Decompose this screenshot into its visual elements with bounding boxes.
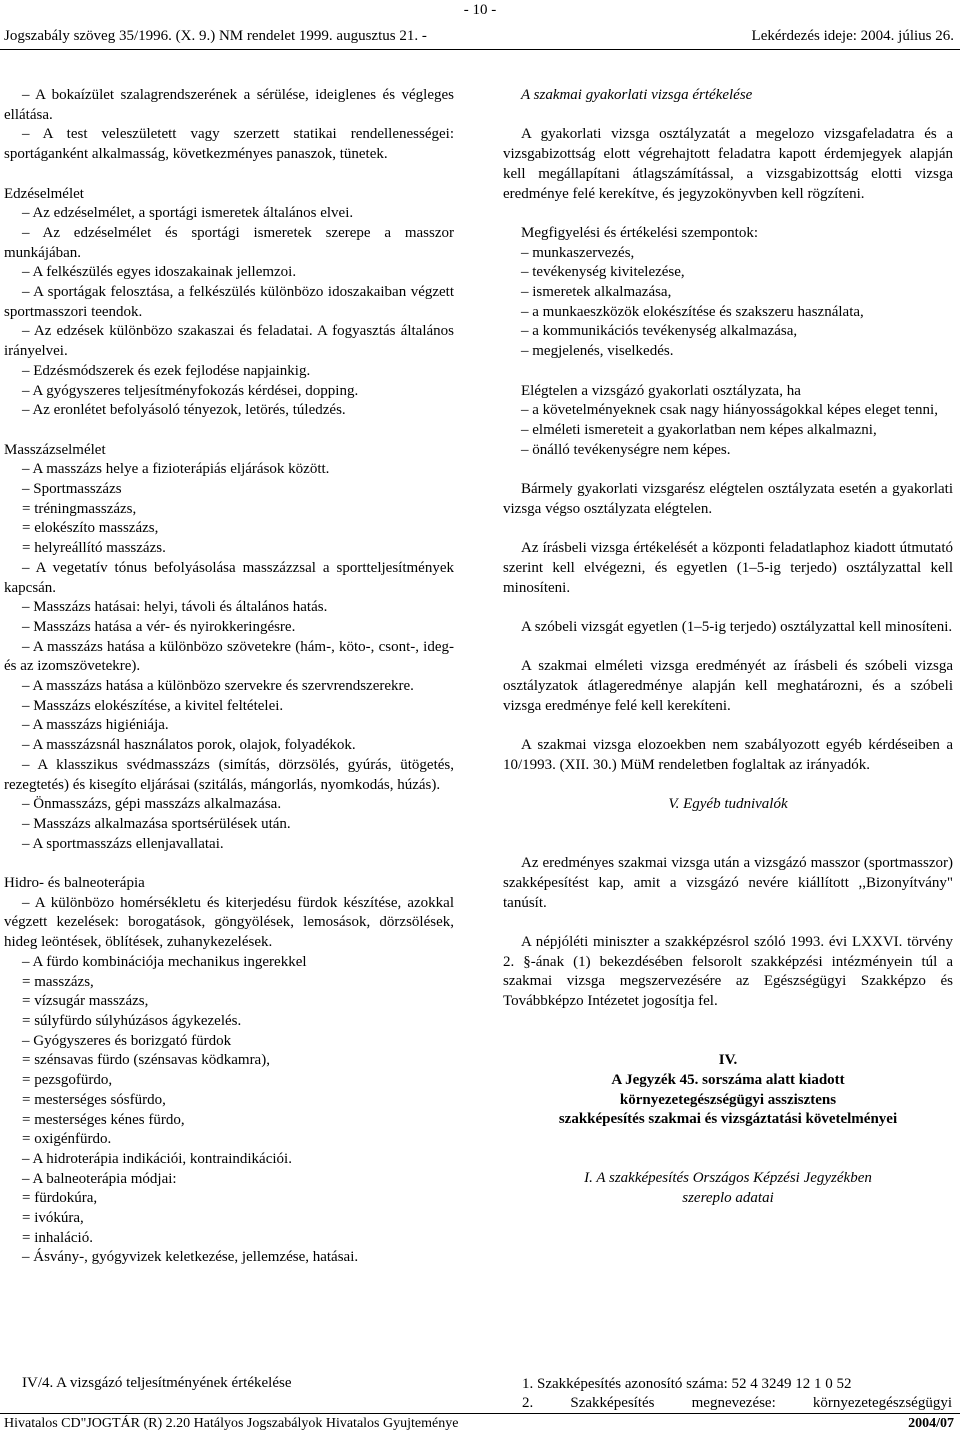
dash-list-item: – Az eronlétet befolyásoló tényezok, letörés, túledzés. <box>22 402 346 419</box>
sub-list-item: = mesterséges kénes fürdo, <box>22 1111 185 1128</box>
sub-list-item-text: szénsavas fürdo (szénsavas ködkamra), <box>34 1052 270 1069</box>
sub-list-item: = szénsavas fürdo (szénsavas ködkamra), <box>22 1052 270 1069</box>
sub-list-item: = tréningmasszázs, <box>22 500 137 517</box>
list-item-text: Az edzések különbözo szakaszai és feladatai. A fogyasztás általános irányelvei. <box>4 323 454 360</box>
section-label-text: Hidro- és balneoterápia <box>4 875 145 892</box>
dash-list-item: – A sportágak felosztása, a felkészülés különbözo idoszakaiban végzett sportmasszori teendok. <box>4 284 454 320</box>
sub-list-item: = pezsgofürdo, <box>22 1072 113 1089</box>
paragraph-text: A gyakorlati vizsga osztályzatát a megelozo vizsgafeladatra és a vizsgabizottság elott végrehajtott feladatra kapott érdemjegyek alapján kell megállapítani átlagszámítással, a vizsgabizottság elotti vizsga eredménye felé kerekítve, és jegyzokönyvben kell rögzíteni. <box>503 126 953 202</box>
sub-list-item: = helyreállító masszázs. <box>22 540 166 557</box>
qualification-data <box>522 1375 952 1413</box>
section-label-text: Masszázselmélet <box>4 441 106 458</box>
paragraph <box>503 125 953 204</box>
centered-bold-heading-text: szakképesítés szakmai és vizsgáztatási követelményei <box>558 1111 898 1128</box>
list-item-text: Ásvány-, gyógyvizek keletkezése, jellemzése, hatásai. <box>33 1249 359 1266</box>
dash-list-item: – A fürdo kombinációja mechanikus ingerekkel <box>22 953 307 970</box>
dash-list-item: – A vegetatív tónus befolyásolása masszázzsal a sportteljesítmények kapcsán. <box>4 559 454 596</box>
header-rule <box>0 49 960 50</box>
sub-list-item-text: elokészíto masszázs, <box>34 520 159 537</box>
sub-list-item-text: tréningmasszázs, <box>34 500 137 517</box>
spacer <box>503 835 953 855</box>
centered-bold-heading-text: A Jegyzék 45. sorszáma alatt kiadott <box>611 1071 845 1088</box>
centered-italic-heading-text: V. Egyéb tudnivalók <box>668 796 788 813</box>
sub-list-item: = mesterséges sósfürdo, <box>22 1091 166 1108</box>
dash-list-item: – ismeretek alkalmazása, <box>521 284 672 300</box>
dash-list-item: – Gyógyszeres és borizgató fürdok <box>22 1032 232 1049</box>
list-item-text: A gyógyszeres teljesítményfokozás kérdései, dopping. <box>32 382 359 399</box>
paragraph <box>503 657 953 716</box>
section-label <box>4 185 454 205</box>
centered-italic-heading-text: szereplo adatai <box>682 1190 774 1207</box>
spacer <box>503 204 953 224</box>
dash-list-item: – A hidroterápia indikációi, kontraindikációi. <box>22 1150 292 1167</box>
list-item-text: A sportágak felosztása, a felkészülés különbözo idoszakaiban végzett sportmasszori teendok. <box>4 284 454 320</box>
dash-list-item: – Masszázs hatása a vér- és nyirokkeringésre. <box>22 618 296 635</box>
paragraph-text: Elégtelen a vizsgázó gyakorlati osztályzata, ha <box>521 382 801 399</box>
dash-list-item: – A masszázs hatása a különbözo szövetekre (hám-, köto-, csont-, ideg- és az izomszövetekre). <box>4 638 454 675</box>
dash-list-item: – A sportmasszázs ellenjavallatai. <box>22 835 224 852</box>
spacer <box>503 913 953 933</box>
dash-list-item: – Masszázs hatásai: helyi, távoli és általános hatás. <box>22 599 328 616</box>
list-item-text: A sportmasszázs ellenjavallatai. <box>32 835 224 852</box>
dash-list-item: – Önmasszázs, gépi masszázs alkalmazása. <box>22 796 282 813</box>
section-label <box>4 874 454 894</box>
list-item-text: A hidroterápia indikációi, kontraindikációi. <box>32 1150 292 1167</box>
centered-bold-heading-text: környezetegészségügyi asszisztens <box>619 1091 837 1108</box>
dash-list-item: – Az edzések különbözo szakaszai és feladatai. A fogyasztás általános irányelvei. <box>4 323 454 360</box>
list-item-text: A felkészülés egyes idoszakainak jellemzoi. <box>32 264 297 281</box>
dash-list-item: – A masszázsnál használatos porok, olajok, folyadékok. <box>22 737 356 754</box>
spacer <box>4 165 454 185</box>
list-item-text: Masszázs hatása a vér- és nyirokkeringésre. <box>33 618 296 635</box>
dash-list-item: – Ásvány-, gyógyvizek keletkezése, jellemzése, hatásai. <box>22 1249 359 1266</box>
centered-italic-heading <box>503 1189 953 1209</box>
dash-list-item: – önálló tevékenységre nem képes. <box>521 441 731 458</box>
list-item-text: A masszázs hatása a különbözo szövetekre (hám-, köto-, csont-, ideg- és az izomszövetekre). <box>4 638 454 675</box>
paragraph <box>503 736 953 775</box>
spacer <box>503 638 953 658</box>
sub-list-item: = inhaláció. <box>22 1229 93 1246</box>
dash-list-item: – tevékenység kivitelezése, <box>521 264 685 281</box>
italic-heading-text: A szakmai gyakorlati vizsga értékelése <box>521 87 753 103</box>
paragraph-text: A szóbeli vizsgát egyetlen (1–5-ig terjedo) osztályzattal kell minosíteni. <box>521 618 953 635</box>
list-item-text: önálló tevékenységre nem képes. <box>532 441 731 458</box>
dash-list-item: – A masszázs hatása a különbözo szervekre és szervrendszerekre. <box>22 678 414 695</box>
qualification-id: 1. Szakképesítés azonosító száma: 52 4 3249 12 1 0 52 <box>522 1376 852 1392</box>
dash-list-item: – munkaszervezés, <box>521 244 635 261</box>
list-item-text: A masszázs higiéniája. <box>32 717 169 734</box>
dash-list-item: – A masszázs higiéniája. <box>22 717 169 734</box>
paragraph-text: Az írásbeli vizsga értékelését a központi feladatlaphoz kiadott útmutató szerint kell elvégezni, és egyetlen (1–5-ig terjedo) osztályzattal kell minosíteni. <box>503 540 953 596</box>
left-column <box>4 86 454 1268</box>
spacer <box>503 1150 953 1170</box>
section-label <box>4 441 454 461</box>
dash-list-item: – megjelenés, viselkedés. <box>521 343 674 360</box>
paragraph-text: Megfigyelési és értékelési szempontok: <box>521 224 759 241</box>
spacer <box>503 1032 953 1052</box>
spacer <box>503 1130 953 1150</box>
qualification-name: 2. Szakképesítés megnevezése: környezetegészségügyi <box>522 1395 952 1411</box>
centered-italic-heading <box>503 795 953 815</box>
dash-list-item: – elméleti ismereteit a gyakorlatban nem képes alkalmazni, <box>521 421 877 438</box>
sub-list-item-text: helyreállító masszázs. <box>34 540 166 557</box>
centered-bold-heading <box>503 1071 953 1091</box>
paragraph-text: Bármely gyakorlati vizsgarész elégtelen osztályzata esetén a gyakorlati vizsga végso osztályzata elégtelen. <box>503 481 953 517</box>
sub-list-item: = oxigénfürdo. <box>22 1131 112 1148</box>
sub-list-item: = fürdokúra, <box>22 1190 98 1207</box>
section-heading-iv4: IV/4. A vizsgázó teljesítményének értékelése <box>22 1375 292 1391</box>
dash-list-item: – A gyógyszeres teljesítményfokozás kérdései, dopping. <box>22 382 359 399</box>
dash-list-item: – Masszázs elokészítése, a kivitel feltételei. <box>22 697 284 714</box>
paragraph <box>503 224 953 244</box>
header-right: Lekérdezés ideje: 2004. július 26. <box>751 28 954 44</box>
dash-list-item: – A felkészülés egyes idoszakainak jellemzoi. <box>22 264 297 281</box>
sub-list-item-text: vízsugár masszázs, <box>34 993 149 1010</box>
footer-rule <box>0 1413 960 1414</box>
sub-list-item-text: fürdokúra, <box>34 1190 98 1207</box>
footer-edition: 2004/07 <box>908 1416 954 1431</box>
paragraph-text: A szakmai vizsga elozoekben nem szabályozott egyéb kérdéseiben a 10/1993. (XII. 30.) MüM rendeletben foglaltak az irányadók. <box>503 737 953 773</box>
list-item-text: Az edzéselmélet, a sportági ismeretek általános elvei. <box>32 205 354 222</box>
list-item-text: Sportmasszázs <box>33 481 122 498</box>
sub-list-item-text: mesterséges sósfürdo, <box>34 1091 166 1108</box>
paragraph-text: A szakmai elméleti vizsga eredményét az írásbeli és szóbeli vizsga osztályzatok átlageredménye alapján kell meghatározni, és a szóbeli vizsga eredménye felé kell kerekíteni. <box>503 658 953 714</box>
list-item-text: Edzésmódszerek és ezek fejlodése napjainkig. <box>33 362 311 379</box>
spacer <box>503 106 953 126</box>
spacer <box>503 815 953 835</box>
sub-list-item-text: inhaláció. <box>34 1229 93 1246</box>
dash-list-item: – Az edzéselmélet, a sportági ismeretek általános elvei. <box>22 205 354 222</box>
italic-heading <box>503 86 953 106</box>
paragraph <box>503 539 953 598</box>
dash-list-item: – Sportmasszázs <box>22 481 122 498</box>
list-item-text: Masszázs alkalmazása sportsérülések után. <box>33 815 291 832</box>
sub-list-item: = masszázs, <box>22 973 94 990</box>
list-item-text: munkaszervezés, <box>532 244 635 261</box>
spacer <box>503 1012 953 1032</box>
page-number: - 10 - <box>463 2 497 18</box>
list-item-text: a munkaeszközök elokészítése és szakszeru használata, <box>532 303 864 320</box>
list-item-text: A masszázsnál használatos porok, olajok, folyadékok. <box>32 737 356 754</box>
dash-list-item: – Edzésmódszerek és ezek fejlodése napjainkig. <box>22 362 311 379</box>
paragraph <box>503 933 953 1012</box>
section-label-text: Edzéselmélet <box>4 185 84 202</box>
list-item-text: A masszázs hatása a különbözo szervekre és szervrendszerekre. <box>32 678 414 695</box>
paragraph <box>503 382 953 402</box>
dash-list-item: – a munkaeszközök elokészítése és szakszeru használata, <box>521 303 864 320</box>
sub-list-item-text: mesterséges kénes fürdo, <box>34 1111 185 1128</box>
list-item-text: A vegetatív tónus befolyásolása masszázzsal a sportteljesítmények kapcsán. <box>4 559 454 596</box>
footer-source: Hivatalos CD"JOGTÁR (R) 2.20 Hatályos Jogszabályok Hivatalos Gyujteménye <box>4 1416 459 1431</box>
dash-list-item: – Masszázs alkalmazása sportsérülések után. <box>22 815 291 832</box>
dash-list-item: – Az edzéselmélet és sportági ismeretek szerepe a masszor munkájában. <box>4 224 454 261</box>
list-item-text: A bokaízület szalagrendszerének a sérülése, ideiglenes és végleges ellátása. <box>4 87 454 123</box>
dash-list-item: – A masszázs helye a fizioterápiás eljárások között. <box>22 461 330 478</box>
list-item-text: Az edzéselmélet és sportági ismeretek szerepe a masszor munkájában. <box>4 224 454 261</box>
dash-list-item: – A balneoterápia módjai: <box>22 1170 177 1187</box>
paragraph <box>503 618 953 638</box>
paragraph-text: Az eredményes szakmai vizsga után a vizsgázó masszor (sportmasszor) szakképesítést kap, amit a vizsgázó nevére kiállított ,,Bizonyítvány" tanúsít. <box>503 855 953 911</box>
spacer <box>503 775 953 795</box>
running-header <box>4 28 954 45</box>
list-item-text: A fürdo kombinációja mechanikus ingerekkel <box>32 953 307 970</box>
spacer <box>4 854 454 874</box>
list-item-text: A különbözo homérsékletu és kiterjedésu fürdok készítése, azokkal végzett kezelések: borogatások, göngyölések, lemosások, dörzsölések, hideg leöntések, öblítések, zuhanykezelések. <box>4 894 454 951</box>
dash-list-item: – A különbözo homérsékletu és kiterjedésu fürdok készítése, azokkal végzett kezelések: borogatások, göngyölések, lemosások, dörzsölések, hideg leöntések, öblítések, zuhanykezelések. <box>4 894 454 951</box>
list-item-text: elméleti ismereteit a gyakorlatban nem képes alkalmazni, <box>532 421 877 438</box>
sub-list-item: = elokészíto masszázs, <box>22 520 159 537</box>
list-item-text: A klasszikus svédmasszázs (simítás, dörzsölés, gyúrás, ütögetés, rezegtetés) és kisegíto eljárásai (szitálás, mángorlás, nyomkodás, húzás). <box>4 756 454 793</box>
centered-bold-heading <box>503 1091 953 1111</box>
list-item-text: megjelenés, viselkedés. <box>532 343 674 360</box>
header-left: Jogszabály szöveg 35/1996. (X. 9.) NM rendelet 1999. augusztus 21. - <box>4 28 427 44</box>
sub-list-item-text: súlyfürdo súlyhúzásos ágykezelés. <box>34 1013 242 1029</box>
centered-bold-heading <box>503 1051 953 1071</box>
centered-bold-heading <box>503 1110 953 1130</box>
spacer <box>503 519 953 539</box>
list-item-text: A balneoterápia módjai: <box>32 1170 177 1187</box>
list-item-text: Az eronlétet befolyásoló tényezok, letörés, túledzés. <box>32 402 346 419</box>
sub-list-item: = ivókúra, <box>22 1210 84 1227</box>
dash-list-item: – A test veleszületett vagy szerzett statikai rendellenességei: sportáganként alkalmasság, következményes panaszok, tünetek. <box>4 126 454 163</box>
sub-list-item: = súlyfürdo súlyhúzásos ágykezelés. <box>22 1013 242 1029</box>
dash-list-item: – a kommunikációs tevékenység alkalmazása, <box>521 323 798 340</box>
right-column <box>503 86 953 1209</box>
dash-list-item: – a követelményeknek csak nagy hiányosságokkal képes eleget tenni, <box>521 402 938 419</box>
dash-list-item: – A bokaízület szalagrendszerének a sérülése, ideiglenes és végleges ellátása. <box>4 87 454 123</box>
spacer <box>4 421 454 441</box>
list-item-text: Masszázs elokészítése, a kivitel feltételei. <box>33 697 284 714</box>
dash-list-item: – A klasszikus svédmasszázs (simítás, dörzsölés, gyúrás, ütögetés, rezegtetés) és kisegíto eljárásai (szitálás, mángorlás, nyomkodás, húzás). <box>4 756 454 793</box>
paragraph-text: A népjóléti miniszter a szakképzésrol szóló 1993. évi LXXVI. törvény 2. §-ának (1) bekezdésében felsorolt szakképzési intézményein túl a szakmai vizsga megszervezésére az Egészségügyi Szakképzo és Továbbképzo Intézetet jogosítja fel. <box>503 934 953 1010</box>
paragraph <box>503 480 953 519</box>
paragraph <box>503 854 953 913</box>
sub-list-item-text: ivókúra, <box>34 1210 84 1227</box>
list-item-text: A masszázs helye a fizioterápiás eljárások között. <box>32 461 330 478</box>
sub-list-item-text: oxigénfürdo. <box>34 1131 112 1148</box>
list-item-text: a kommunikációs tevékenység alkalmazása, <box>532 323 798 340</box>
centered-italic-heading-text: I. A szakképesítés Országos Képzési Jegyzékben <box>584 1170 872 1187</box>
sub-list-item: = vízsugár masszázs, <box>22 993 149 1010</box>
centered-italic-heading <box>503 1169 953 1189</box>
list-item-text: Masszázs hatásai: helyi, távoli és általános hatás. <box>33 599 328 616</box>
list-item-text: a követelményeknek csak nagy hiányosságokkal képes eleget tenni, <box>532 402 938 419</box>
centered-bold-heading-text: IV. <box>718 1052 738 1069</box>
spacer <box>503 716 953 736</box>
sub-list-item-text: pezsgofürdo, <box>34 1072 113 1089</box>
list-item-text: Önmasszázs, gépi masszázs alkalmazása. <box>33 796 282 813</box>
list-item-text: A test veleszületett vagy szerzett statikai rendellenességei: sportáganként alkalmasság, következményes panaszok, tünetek. <box>4 126 454 163</box>
list-item-text: tevékenység kivitelezése, <box>532 264 685 281</box>
spacer <box>503 460 953 480</box>
spacer <box>503 362 953 382</box>
list-item-text: Gyógyszeres és borizgató fürdok <box>33 1032 232 1049</box>
footer <box>4 1416 954 1432</box>
list-item-text: ismeretek alkalmazása, <box>532 284 672 300</box>
spacer <box>503 598 953 618</box>
sub-list-item-text: masszázs, <box>34 973 94 990</box>
